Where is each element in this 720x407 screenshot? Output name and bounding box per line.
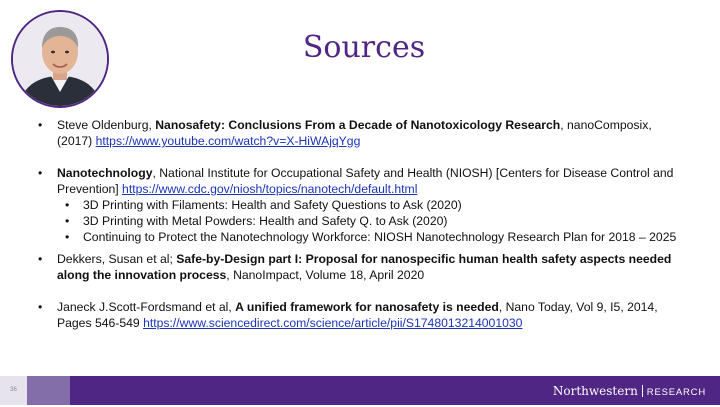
reference-details: , nanoComposix, (2017) (57, 118, 652, 148)
brand-unit: RESEARCH (646, 387, 706, 398)
page-number: 36 (0, 376, 27, 405)
reference-link[interactable]: https://www.sciencedirect.com/science/article/pii/S1748013214001030 (143, 316, 523, 330)
reference-details: , Nano Today, Vol 9, I5, 2014, Pages 546-549 (57, 300, 658, 330)
reference-title: Nanotechnology (57, 166, 153, 180)
sub-reference-item: • Continuing to Protect the Nanotechnology Workforce: NIOSH Nanotechnology Research Plan for 2018 – 2025 (38, 229, 678, 245)
brand-name: Northwestern (552, 384, 638, 398)
reference-item (38, 251, 678, 283)
footer-bar (0, 376, 720, 405)
footer-accent-block (27, 376, 70, 405)
reference-item (38, 165, 678, 197)
reference-details: , NanoImpact, Volume 18, April 2020 (226, 268, 425, 282)
slide-title: Sources (302, 30, 426, 65)
reference-authors: Dekkers, Susan et al; (57, 252, 177, 266)
reference-item (38, 299, 678, 331)
reference-link[interactable]: https://www.youtube.com/watch?v=X-HiWAjqYgg (95, 134, 361, 148)
brand-logo (553, 376, 706, 405)
reference-title: A unified framework for nanosafety is needed (235, 300, 499, 314)
brand-divider (642, 385, 643, 397)
reference-details: , National Institute for Occupational Safety and Health (NIOSH) [Centers for Disease Control and Prevention] (57, 166, 674, 196)
sub-reference-item: • 3D Printing with Filaments: Health and Safety Questions to Ask (2020) (38, 197, 678, 213)
reference-authors: Janeck J.Scott-Fordsmand et al, (57, 300, 236, 314)
reference-item (38, 117, 678, 149)
reference-list (38, 117, 678, 331)
reference-title: Nanosafety: Conclusions From a Decade of Nanotoxicology Research (155, 118, 561, 132)
reference-title: Safe-by-Design part I: Proposal for nanospecific human health safety aspects needed along the innovation process (57, 252, 672, 282)
reference-authors: Steve Oldenburg, (57, 118, 156, 132)
reference-link[interactable]: https://www.cdc.gov/niosh/topics/nanotech/default.html (122, 182, 418, 196)
sub-reference-item: • 3D Printing with Metal Powders: Health and Safety Q. to Ask (2020) (38, 213, 678, 229)
